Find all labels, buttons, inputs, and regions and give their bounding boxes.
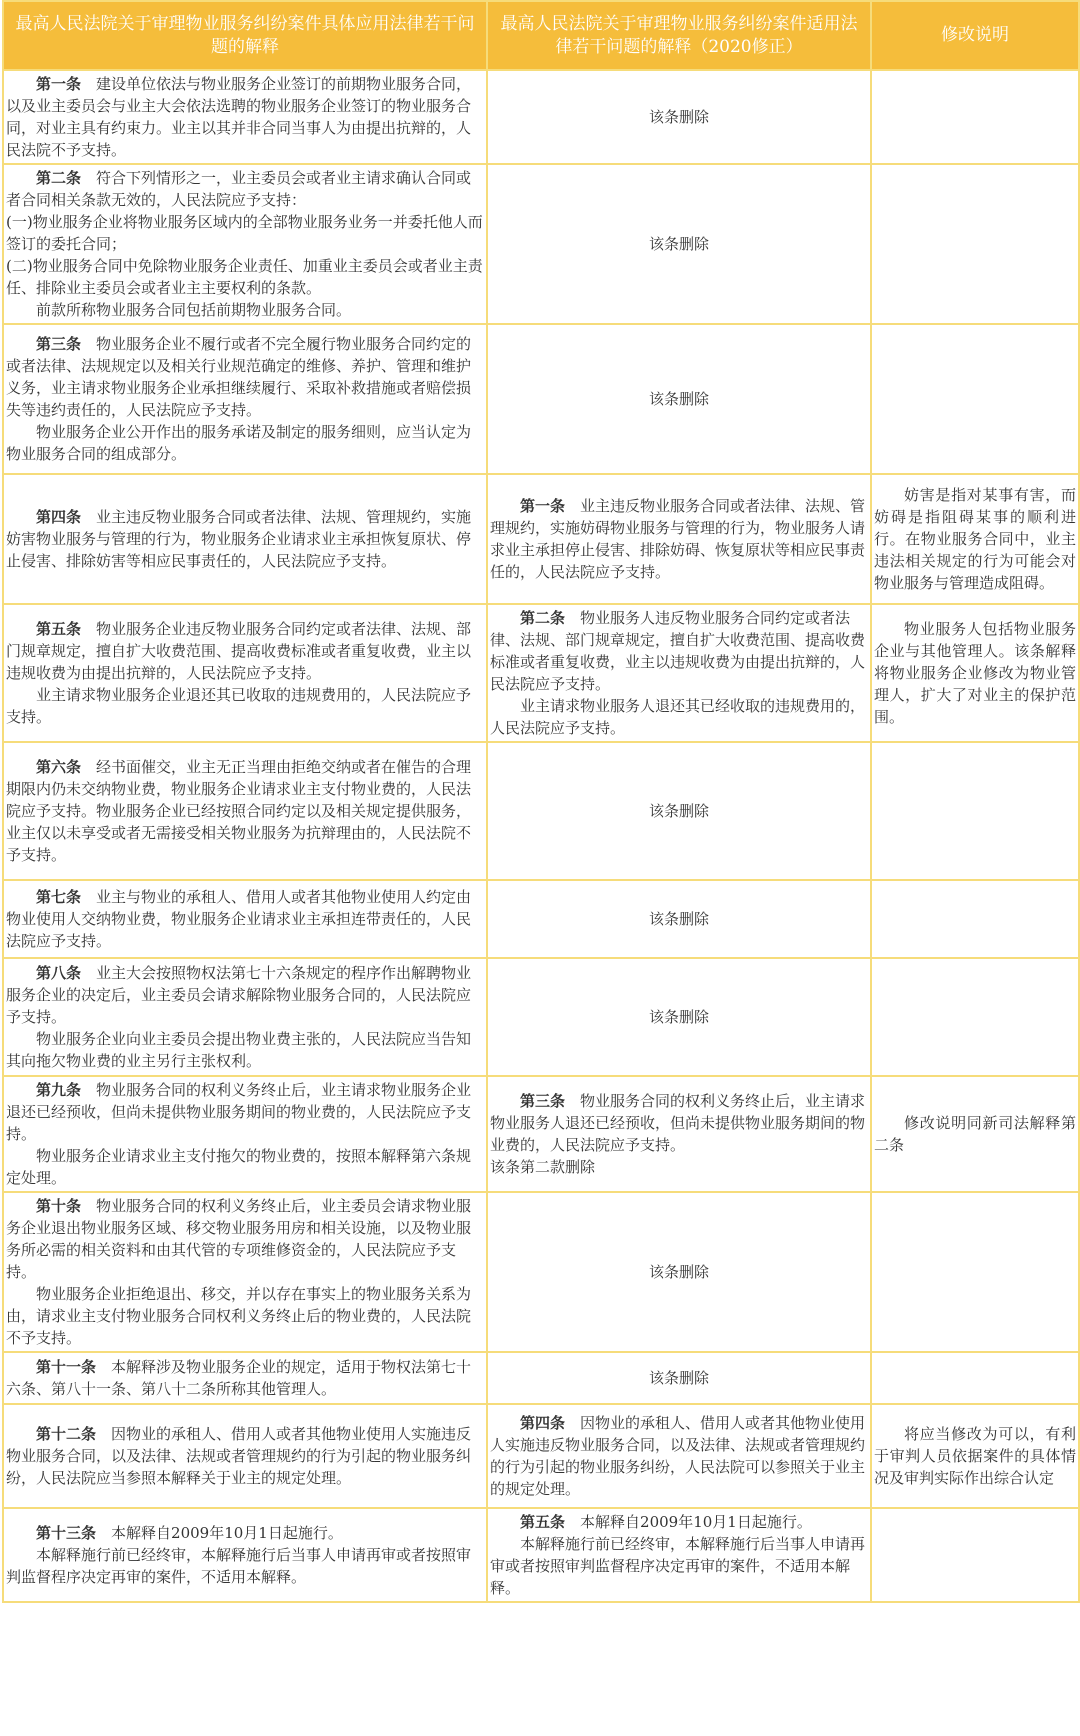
article-number: 第五条 (520, 1513, 566, 1531)
table-row (3, 742, 1079, 880)
revised-clause-cell (487, 880, 871, 958)
table-row (3, 880, 1079, 958)
clause-paragraph (6, 684, 484, 728)
revision-note-cell (871, 474, 1079, 604)
original-clause-cell (3, 604, 487, 742)
table-row (3, 474, 1079, 604)
original-clause-cell (3, 164, 487, 324)
revision-note-cell (871, 880, 1079, 958)
clause-paragraph (6, 333, 484, 421)
clause-text: 物业服务企业不履行或者不完全履行物业服务合同约定的或者法律、法规规定以及相关行业规范确定的维修、养护、管理和维护义务，业主请求物业服务企业承担继续履行、采取补救措施或者赔偿损失等违约责任的，人民法院应予支持。 (6, 335, 472, 419)
clause-text: 前款所称物业服务合同包括前期物业服务合同。 (36, 301, 352, 319)
article-number: 第二条 (36, 169, 82, 187)
clause-paragraph (6, 1544, 484, 1588)
clause-paragraph (490, 695, 868, 739)
article-number: 第八条 (36, 964, 82, 982)
revision-note-cell (871, 1352, 1079, 1404)
table-row (3, 324, 1079, 474)
clause-text: 业主请求物业服务企业退还其已收取的违规费用的，人民法院应予支持。 (6, 686, 472, 726)
clause-paragraph (6, 1145, 484, 1189)
article-number: 第三条 (36, 335, 82, 353)
clause-paragraph (6, 1356, 484, 1400)
revision-note-cell (871, 1508, 1079, 1602)
clause-text: 该条第二款删除 (490, 1158, 596, 1176)
clause-paragraph (6, 299, 484, 321)
revised-clause-cell (487, 1404, 871, 1508)
revised-clause-cell (487, 742, 871, 880)
original-clause-cell (3, 1404, 487, 1508)
clause-paragraph (6, 1423, 484, 1489)
article-number: 第九条 (36, 1081, 82, 1099)
clause-paragraph (6, 506, 484, 572)
article-number: 第一条 (36, 75, 82, 93)
revised-clause-cell (487, 474, 871, 604)
clause-text: 本解释涉及物业服务企业的规定，适用于物权法第七十六条、第八十一条、第八十二条所称其他管理人。 (6, 1358, 472, 1398)
original-clause-cell (3, 742, 487, 880)
article-number: 第十一条 (36, 1358, 97, 1376)
table-row (3, 1352, 1079, 1404)
original-clause-cell (3, 1508, 487, 1602)
table-row (3, 70, 1079, 164)
clause-text: 业主违反物业服务合同或者法律、法规、管理规约，实施妨碍物业服务与管理的行为，物业服务人请求业主承担停止侵害、排除妨碍、恢复原状等相应民事责任的，人民法院应予支持。 (490, 497, 866, 581)
article-number: 第七条 (36, 888, 82, 906)
clause-text: 因物业的承租人、借用人或者其他物业使用人实施违反物业服务合同，以及法律、法规或者管理规约的行为引起的物业服务纠纷，人民法院应当参照本解释关于业主的规定处理。 (6, 1425, 472, 1487)
clause-text: 物业服务人违反物业服务合同约定或者法律、法规、部门规章规定，擅自扩大收费范围、提高收费标准或者重复收费，业主以违规收费为由提出抗辩的，人民法院应予支持。 (490, 609, 866, 693)
clause-paragraph (490, 1511, 868, 1533)
revised-clause-cell (487, 1076, 871, 1192)
article-number: 第四条 (36, 508, 82, 526)
clause-paragraph (490, 495, 868, 583)
revised-clause-cell (487, 164, 871, 324)
revision-note-cell (871, 164, 1079, 324)
article-number: 第二条 (520, 609, 566, 627)
clause-paragraph (6, 886, 484, 952)
article-number: 第十三条 (36, 1524, 97, 1542)
clause-paragraph (490, 1412, 868, 1500)
header-original-interpretation: 最高人民法院关于审理物业服务纠纷案件具体应用法律若干问题的解释 (3, 1, 487, 70)
deleted-label: 该条删除 (648, 108, 709, 126)
revised-clause-cell (487, 1192, 871, 1352)
clause-paragraph (490, 607, 868, 695)
clause-text: 本解释施行前已经终审，本解释施行后当事人申请再审或者按照审判监督程序决定再审的案件，不适用本解释。 (490, 1535, 866, 1597)
article-number: 第五条 (36, 620, 82, 638)
clause-paragraph (6, 421, 484, 465)
table-row (3, 958, 1079, 1076)
revision-note-cell (871, 958, 1079, 1076)
clause-paragraph (6, 1522, 484, 1544)
original-clause-cell (3, 324, 487, 474)
table-row (3, 1404, 1079, 1508)
original-clause-cell (3, 1192, 487, 1352)
header-revised-interpretation: 最高人民法院关于审理物业服务纠纷案件适用法律若干问题的解释（2020修正） (487, 1, 871, 70)
revision-note-text: 将应当修改为可以，有利于审判人员依据案件的具体情况及审判实际作出综合认定 (874, 1425, 1076, 1487)
original-clause-cell (3, 880, 487, 958)
revised-clause-cell (487, 958, 871, 1076)
clause-text: (二)物业服务合同中免除物业服务企业责任、加重业主委员会或者业主责任、排除业主委员会或者业主主要权利的条款。 (6, 257, 483, 297)
revised-clause-cell (487, 70, 871, 164)
clause-paragraph (6, 962, 484, 1028)
article-number: 第一条 (520, 497, 566, 515)
clause-paragraph (6, 1283, 484, 1349)
original-clause-cell (3, 1352, 487, 1404)
clause-text: 因物业的承租人、借用人或者其他物业使用人实施违反物业服务合同，以及法律、法规或者管理规约的行为引起的物业服务纠纷，人民法院可以参照关于业主的规定处理。 (490, 1414, 866, 1498)
revised-clause-cell (487, 324, 871, 474)
revision-note-cell (871, 742, 1079, 880)
table-row (3, 1192, 1079, 1352)
revision-note-cell (871, 70, 1079, 164)
clause-text: (一)物业服务企业将物业服务区域内的全部物业服务业务一并委托他人而签订的委托合同； (6, 213, 483, 253)
clause-text: 业主与物业的承租人、借用人或者其他物业使用人约定由物业使用人交纳物业费，物业服务企业请求业主承担连带责任的，人民法院应予支持。 (6, 888, 472, 950)
clause-text: 物业服务企业拒绝退出、移交，并以存在事实上的物业服务关系为由，请求业主支付物业服务合同权利义务终止后的物业费的，人民法院不予支持。 (6, 1285, 472, 1347)
article-number: 第十二条 (36, 1425, 97, 1443)
clause-text: 物业服务企业向业主委员会提出物业费主张的，人民法院应当告知其向拖欠物业费的业主另行主张权利。 (6, 1030, 472, 1070)
revision-note-cell (871, 604, 1079, 742)
clause-paragraph (6, 211, 484, 255)
clause-paragraph (6, 73, 484, 161)
table-row (3, 164, 1079, 324)
clause-paragraph (6, 618, 484, 684)
revised-clause-cell (487, 604, 871, 742)
clause-paragraph (6, 1195, 484, 1283)
revised-clause-cell (487, 1508, 871, 1602)
clause-text: 本解释自2009年10月1日起施行。 (111, 1524, 343, 1542)
deleted-label: 该条删除 (648, 390, 709, 408)
clause-text: 物业服务合同的权利义务终止后，业主委员会请求物业服务企业退出物业服务区域、移交物业服务用房和相关设施，以及物业服务所必需的相关资料和由其代管的专项维修资金的，人民法院应予支持。 (6, 1197, 472, 1281)
table-row (3, 1508, 1079, 1602)
clause-text: 物业服务企业公开作出的服务承诺及制定的服务细则，应当认定为物业服务合同的组成部分。 (6, 423, 472, 463)
clause-paragraph (6, 1079, 484, 1145)
table-row (3, 1076, 1079, 1192)
clause-text: 符合下列情形之一，业主委员会或者业主请求确认合同或者合同相关条款无效的，人民法院应予支持： (6, 169, 472, 209)
revision-note-text: 物业服务人包括物业服务企业与其他管理人。该条解释将物业服务企业修改为物业管理人，扩大了对业主的保护范围。 (874, 620, 1076, 726)
clause-text: 物业服务合同的权利义务终止后，业主请求物业服务企业退还已经预收，但尚未提供物业服务期间的物业费的，人民法院应予支持。 (6, 1081, 472, 1143)
clause-paragraph (6, 756, 484, 866)
revision-note-cell (871, 1076, 1079, 1192)
clause-paragraph (6, 167, 484, 211)
original-clause-cell (3, 958, 487, 1076)
table-row (3, 604, 1079, 742)
clause-paragraph (490, 1090, 868, 1156)
clause-text: 业主大会按照物权法第七十六条规定的程序作出解聘物业服务企业的决定后，业主委员会请求解除物业服务合同的，人民法院应予支持。 (6, 964, 472, 1026)
comparison-table (2, 0, 1080, 1603)
clause-text: 建设单位依法与物业服务企业签订的前期物业服务合同，以及业主委员会与业主大会依法选聘的物业服务企业签订的物业服务合同，对业主具有约束力。业主以其并非合同当事人为由提出抗辩的，人民法院不予支持。 (6, 75, 472, 159)
clause-text: 本解释施行前已经终审，本解释施行后当事人申请再审或者按照审判监督程序决定再审的案件，不适用本解释。 (6, 1546, 472, 1586)
deleted-label: 该条删除 (648, 802, 709, 820)
header-revision-notes: 修改说明 (871, 1, 1079, 70)
original-clause-cell (3, 70, 487, 164)
article-number: 第十条 (36, 1197, 82, 1215)
article-number: 第六条 (36, 758, 82, 776)
table-body (3, 70, 1079, 1602)
clause-text: 物业服务合同的权利义务终止后，业主请求物业服务人退还已经预收，但尚未提供物业服务期间的物业费的，人民法院应予支持。 (490, 1092, 866, 1154)
deleted-label: 该条删除 (648, 1369, 709, 1387)
clause-text: 物业服务企业请求业主支付拖欠的物业费的，按照本解释第六条规定处理。 (6, 1147, 472, 1187)
deleted-label: 该条删除 (648, 1263, 709, 1281)
clause-paragraph (6, 255, 484, 299)
clause-text: 物业服务企业违反物业服务合同约定或者法律、法规、部门规章规定，擅自扩大收费范围、提高收费标准或者重复收费，业主以违规收费为由提出抗辩的，人民法院应予支持。 (6, 620, 472, 682)
clause-paragraph (6, 1028, 484, 1072)
article-number: 第四条 (520, 1414, 566, 1432)
clause-paragraph (490, 1533, 868, 1599)
clause-text: 本解释自2009年10月1日起施行。 (580, 1513, 812, 1531)
revision-note-cell (871, 1192, 1079, 1352)
revision-note-text: 修改说明同新司法解释第二条 (874, 1114, 1076, 1154)
original-clause-cell (3, 1076, 487, 1192)
deleted-label: 该条删除 (648, 910, 709, 928)
article-number: 第三条 (520, 1092, 566, 1110)
deleted-label: 该条删除 (648, 235, 709, 253)
deleted-label: 该条删除 (648, 1008, 709, 1026)
revised-clause-cell (487, 1352, 871, 1404)
table-header-row (3, 1, 1079, 70)
revision-note-cell (871, 324, 1079, 474)
clause-paragraph (490, 1156, 868, 1178)
clause-text: 业主违反物业服务合同或者法律、法规、管理规约，实施妨害物业服务与管理的行为，物业服务企业请求业主承担恢复原状、停止侵害、排除妨害等相应民事责任的，人民法院应予支持。 (6, 508, 472, 570)
clause-text: 经书面催交，业主无正当理由拒绝交纳或者在催告的合理期限内仍未交纳物业费，物业服务企业请求业主支付物业费的，人民法院应予支持。物业服务企业已经按照合同约定以及相关规定提供服务，业主仅以未享受或者无需接受相关物业服务为抗辩理由的，人民法院不予支持。 (6, 758, 472, 864)
clause-text: 业主请求物业服务人退还其已经收取的违规费用的，人民法院应予支持。 (490, 697, 866, 737)
revision-note-text: 妨害是指对某事有害，而妨碍是指阻碍某事的顺利进行。在物业服务合同中，业主违法相关规定的行为可能会对物业服务与管理造成阻碍。 (874, 486, 1076, 592)
original-clause-cell (3, 474, 487, 604)
revision-note-cell (871, 1404, 1079, 1508)
